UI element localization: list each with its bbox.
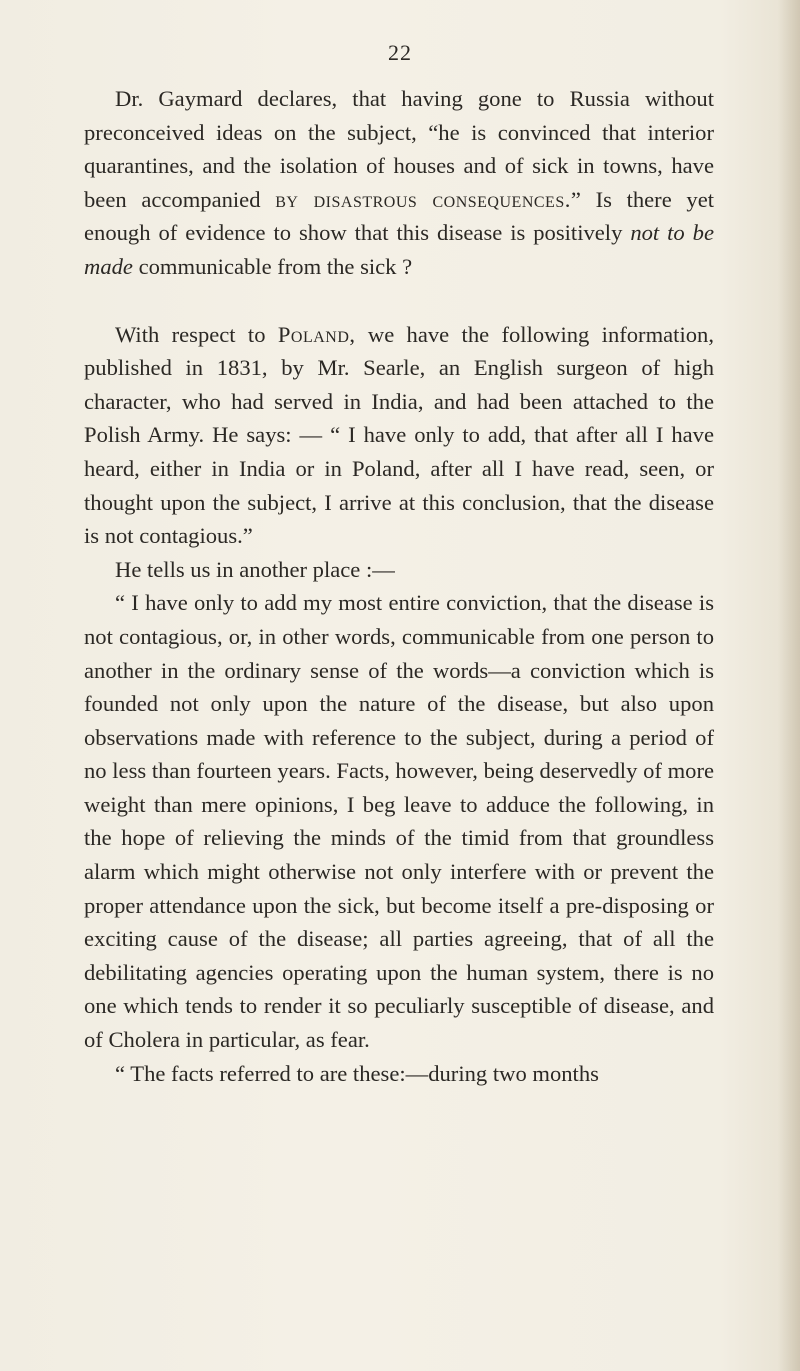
page-number: 22 (388, 40, 412, 65)
body-text (84, 82, 714, 1090)
text-run: ” Is there yet enough of evidence to show that this disease is positively (84, 186, 714, 246)
paragraph-facts: “ The facts referred to are these:—during two months (115, 1060, 599, 1086)
small-caps-run: by disastrous consequences. (275, 186, 571, 212)
paragraph-quotation: “ I have only to add my most entire conviction, that the disease is not contagious, or, in other words, communicable from one person to another in the ordinary sense of the words—a conviction which is founded not only upon the nature of the disease, but also upon observations made with reference to the subject, during a period of no less than fourteen years. Facts, however, being deservedly of more weight than mere opinions, I beg leave to adduce the following, in the hope of relieving the minds of the timid from that groundless alarm which might otherwise not only interfere with or prevent the proper attendance upon the sick, but become itself a pre-disposing or exciting cause of the disease; all parties agreeing, that of all the debilitating agencies operating upon the human system, there is no one which tends to render it so peculiarly susceptible of disease, and of Cholera in particular, as fear. (84, 590, 714, 1053)
italic-run: not to be made (84, 220, 714, 279)
text-run: communicable from the sick ? (132, 253, 413, 279)
text-run: we have the following information, published in 1831, by Mr. Searle, an English surgeon of high character, who had served in India, and had been attached to the Polish Army. He says: — “ I have only to add, that after all I have heard, either in India or in Poland, after all I have read, seen, or thought upon the subject, I arrive at this conclusion, that the disease is not contagious.” (84, 321, 714, 549)
text-run: With respect to (115, 321, 278, 347)
paragraph-poland (84, 318, 714, 553)
page-edge-shadow (778, 0, 800, 1371)
text-run: Dr. Gaymard declares, that having gone to Russia without preconceived ideas on the subject, “he is convinced that interior quarantines, and the isolation of houses and of sick in towns, have been accompanied (84, 86, 714, 212)
small-caps-run: Poland, (277, 321, 356, 347)
paragraph-gaymard (84, 82, 714, 284)
paragraph-another-place: He tells us in another place :— (115, 556, 395, 582)
